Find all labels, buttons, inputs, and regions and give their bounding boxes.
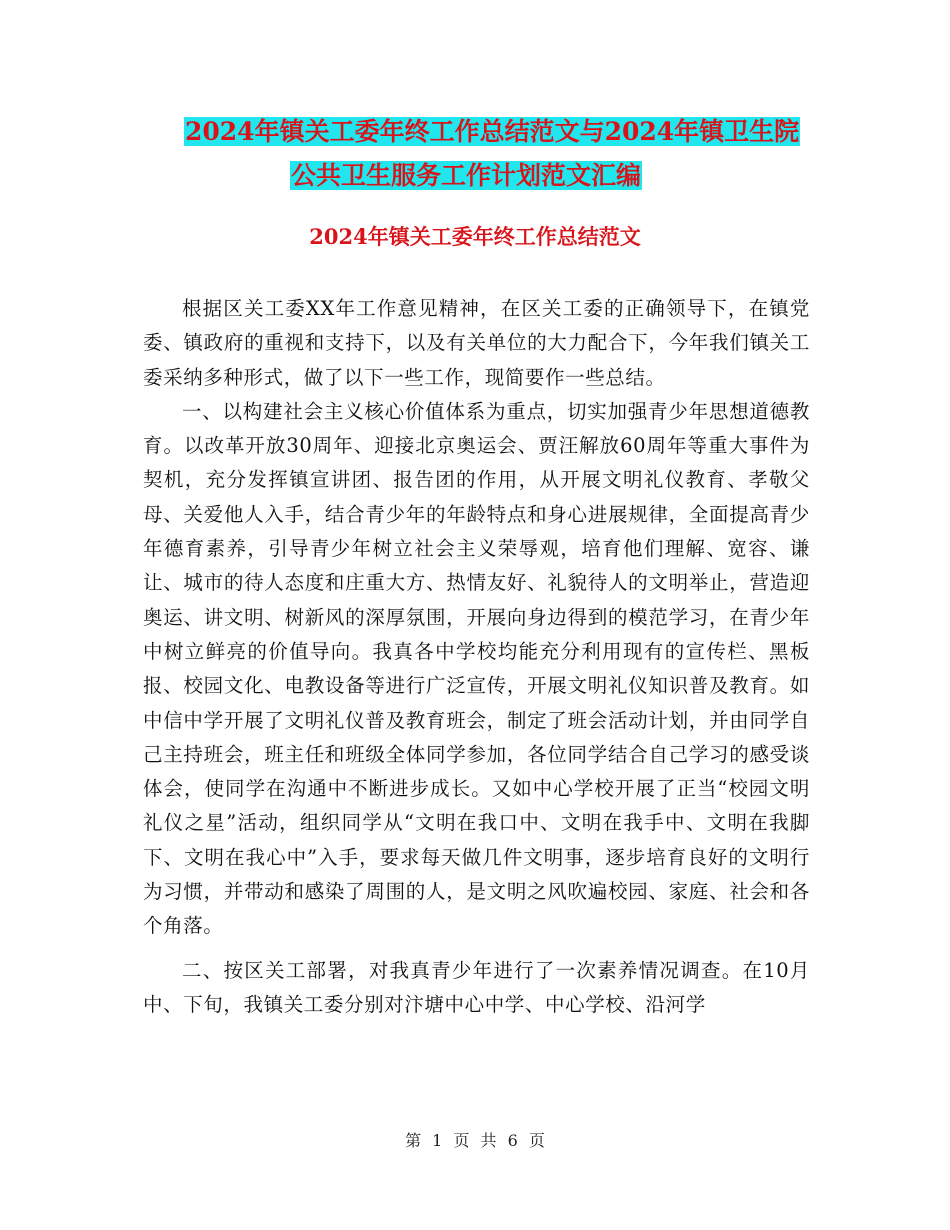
title-line-2-text: 公共卫生服务工作计划范文汇编 [291,161,642,190]
page-footer: 第 1 页 共 6 页 [405,1131,545,1150]
paragraph-section-2: 二、按区关工部署，对我真青少年进行了一次素养情况调查。在10月中、下旬，我镇关工委分别对汴塘中心中学、中心学校、沿河学 [143,958,810,1016]
paragraph-intro: 根据区关工委XX年工作意见精神，在区关工委的正确领导下，在镇党委、镇政府的重视和支持下，以及有关单位的大力配合下，今年我们镇关工委采纳多种形式，做了以下一些工作，现简要作一些总结。 [143,297,810,389]
section-title: 2024年镇关工委年终工作总结范文 [309,224,641,249]
title-line-2 [184,154,824,198]
body-text [143,292,810,1022]
document-title [184,110,824,198]
title-line-1 [184,110,824,154]
title-line-1-text: 2024年镇关工委年终工作总结范文与2024年镇卫生院 [185,117,800,146]
paragraph-section-1: 一、以构建社会主义核心价值体系为重点，切实加强青少年思想道德教育。以改革开放30周年、迎接北京奥运会、贾汪解放60周年等重大事件为契机，充分发挥镇宣讲团、报告团的作用，从开展文明礼仪教育、孝敬父母、关爱他人入手，结合青少年的年龄特点和身心进展规律，全面提高青少年德育素养，引导青少年树立社会主义荣辱观，培育他们理解、宽容、谦让、城市的待人态度和庄重大方、热情友好、礼貌待人的文明举止，营造迎奥运、讲文明、树新风的深厚氛围，开展向身边得到的模范学习，在青少年中树立鲜亮的价值导向。我真各中学校均能充分利用现有的宣传栏、黑板报、校园文化、电教设备等进行广泛宣传，开展文明礼仪知识普及教育。如中信中学开展了文明礼仪普及教育班会，制定了班会活动计划，并由同学自己主持班会，班主任和班级全体同学参加，各位同学结合自己学习的感受谈体会，使同学在沟通中不断进步成长。又如中心学校开展了正当“校园文明礼仪之星”活动，组织同学从“文明在我口中、文明在我手中、文明在我脚下、文明在我心中”入手，要求每天做几件文明事，逐步培育良好的文明行为习惯，并带动和感染了周围的人，是文明之风吹遍校园、家庭、社会和各个角落。 [143,399,810,938]
